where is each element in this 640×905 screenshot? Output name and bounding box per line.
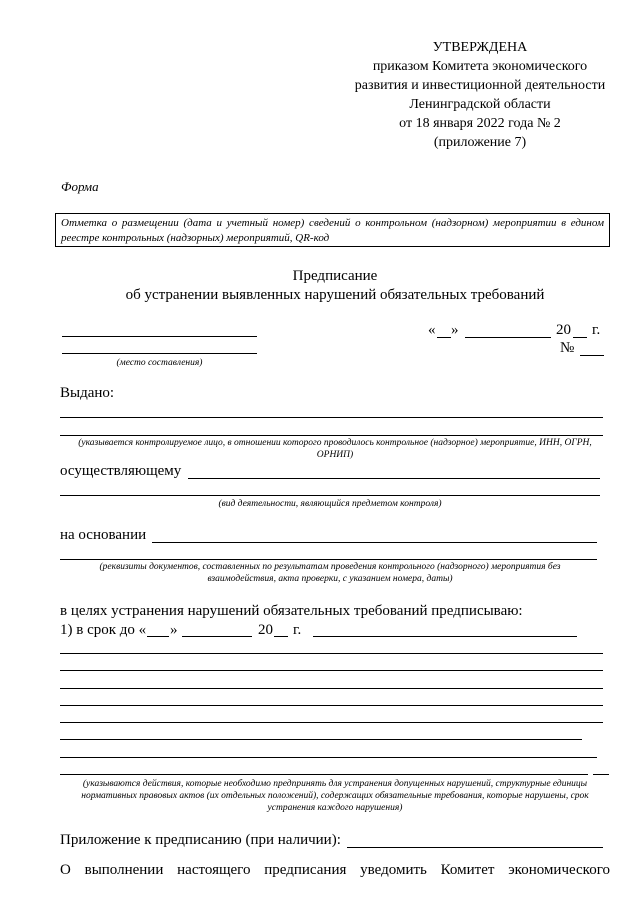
date-month-field[interactable] — [465, 337, 551, 338]
actions-line-1[interactable] — [60, 653, 603, 654]
item1-prefix: 1) в срок до « — [60, 622, 147, 638]
document-title: Предписание — [292, 268, 378, 284]
document-subtitle: об устранении выявленных нарушений обязательных требований — [125, 287, 545, 303]
date-year-suffix: г. — [592, 322, 601, 338]
issued-line-2[interactable] — [60, 435, 603, 436]
date-quote-close: » — [451, 322, 459, 338]
place-line-2[interactable] — [62, 353, 257, 354]
date-year-prefix: 20 — [556, 322, 571, 338]
basis-note: (реквизиты документов, составленных по результатам проведения контрольного (надзорного) мероприятия без взаимодействия, акта проверки, с указанием номера, даты) — [99, 562, 561, 584]
approval-date: от 18 января 2022 года № 2 — [399, 116, 561, 131]
actions-line-8-end — [593, 774, 609, 775]
approval-line: развития и инвестиционной деятельности — [354, 78, 606, 93]
registry-mark-box: Отметка о размещении (дата и учетный номер) сведений о контрольном (надзорном) мероприятии в едином реестре контрольных (надзорных) мероприятий, QR-код — [55, 213, 610, 247]
approval-heading: УТВЕРЖДЕНА — [432, 40, 528, 55]
actions-line-3[interactable] — [60, 688, 603, 689]
actions-line-6[interactable] — [60, 739, 582, 740]
basis-line-1[interactable] — [152, 542, 597, 543]
actions-note: (указываются действия, которые необходимо предпринять для устранения допущенных нарушений, структурные единицы нормативных правовых актов (их отдельных положений), содержащих обязательные требования, которые нарушены, срок устранения каждого нарушения) — [81, 779, 589, 813]
approval-appendix: (приложение 7) — [433, 135, 527, 150]
activity-note: (вид деятельности, являющийся предметом контроля) — [218, 499, 442, 509]
issued-line-1[interactable] — [60, 417, 603, 418]
item1-quote-close: » — [170, 622, 178, 638]
number-field[interactable] — [580, 355, 604, 356]
prescribe-text: в целях устранения нарушений обязательных требований предписываю: — [60, 603, 523, 619]
actions-line-4[interactable] — [60, 705, 603, 706]
approval-line: приказом Комитета экономического — [372, 59, 588, 74]
number-sign: № — [560, 340, 575, 356]
date-year-field[interactable] — [573, 337, 587, 338]
item1-year-field[interactable] — [274, 636, 288, 637]
item1-day-field[interactable] — [147, 636, 169, 637]
date-day-field[interactable] — [437, 337, 451, 338]
issued-note: (указывается контролируемое лицо, в отношении которого проводилось контрольное (надзорное) мероприятие, ИНН, ОГРН, ОРНИП) — [78, 438, 592, 460]
activity-label: осуществляющему — [60, 463, 182, 479]
actions-line-5[interactable] — [60, 722, 603, 723]
activity-line-1[interactable] — [188, 478, 600, 479]
actions-line-7[interactable] — [60, 757, 597, 758]
attachment-line[interactable] — [347, 847, 603, 848]
attachment-label: Приложение к предписанию (при наличии): — [60, 832, 341, 848]
activity-line-2[interactable] — [60, 495, 600, 496]
item1-year-suffix: г. — [293, 622, 302, 638]
form-label: Форма — [61, 179, 99, 194]
basis-label: на основании — [60, 527, 147, 543]
item1-action-line[interactable] — [313, 636, 577, 637]
date-quote-open: « — [428, 322, 436, 338]
approval-line: Ленинградской области — [409, 97, 551, 112]
issued-label: Выдано: — [60, 385, 115, 401]
place-line-1[interactable] — [62, 336, 257, 337]
item1-month-field[interactable] — [182, 636, 252, 637]
approval-block — [330, 38, 630, 152]
actions-line-2[interactable] — [60, 670, 603, 671]
actions-line-8[interactable] — [60, 774, 588, 775]
item1-year: 20 — [258, 622, 273, 638]
place-note: (место составления) — [116, 358, 203, 368]
final-paragraph: О выполнении настоящего предписания уведомить Комитет экономического — [60, 862, 610, 878]
basis-line-2[interactable] — [60, 559, 597, 560]
